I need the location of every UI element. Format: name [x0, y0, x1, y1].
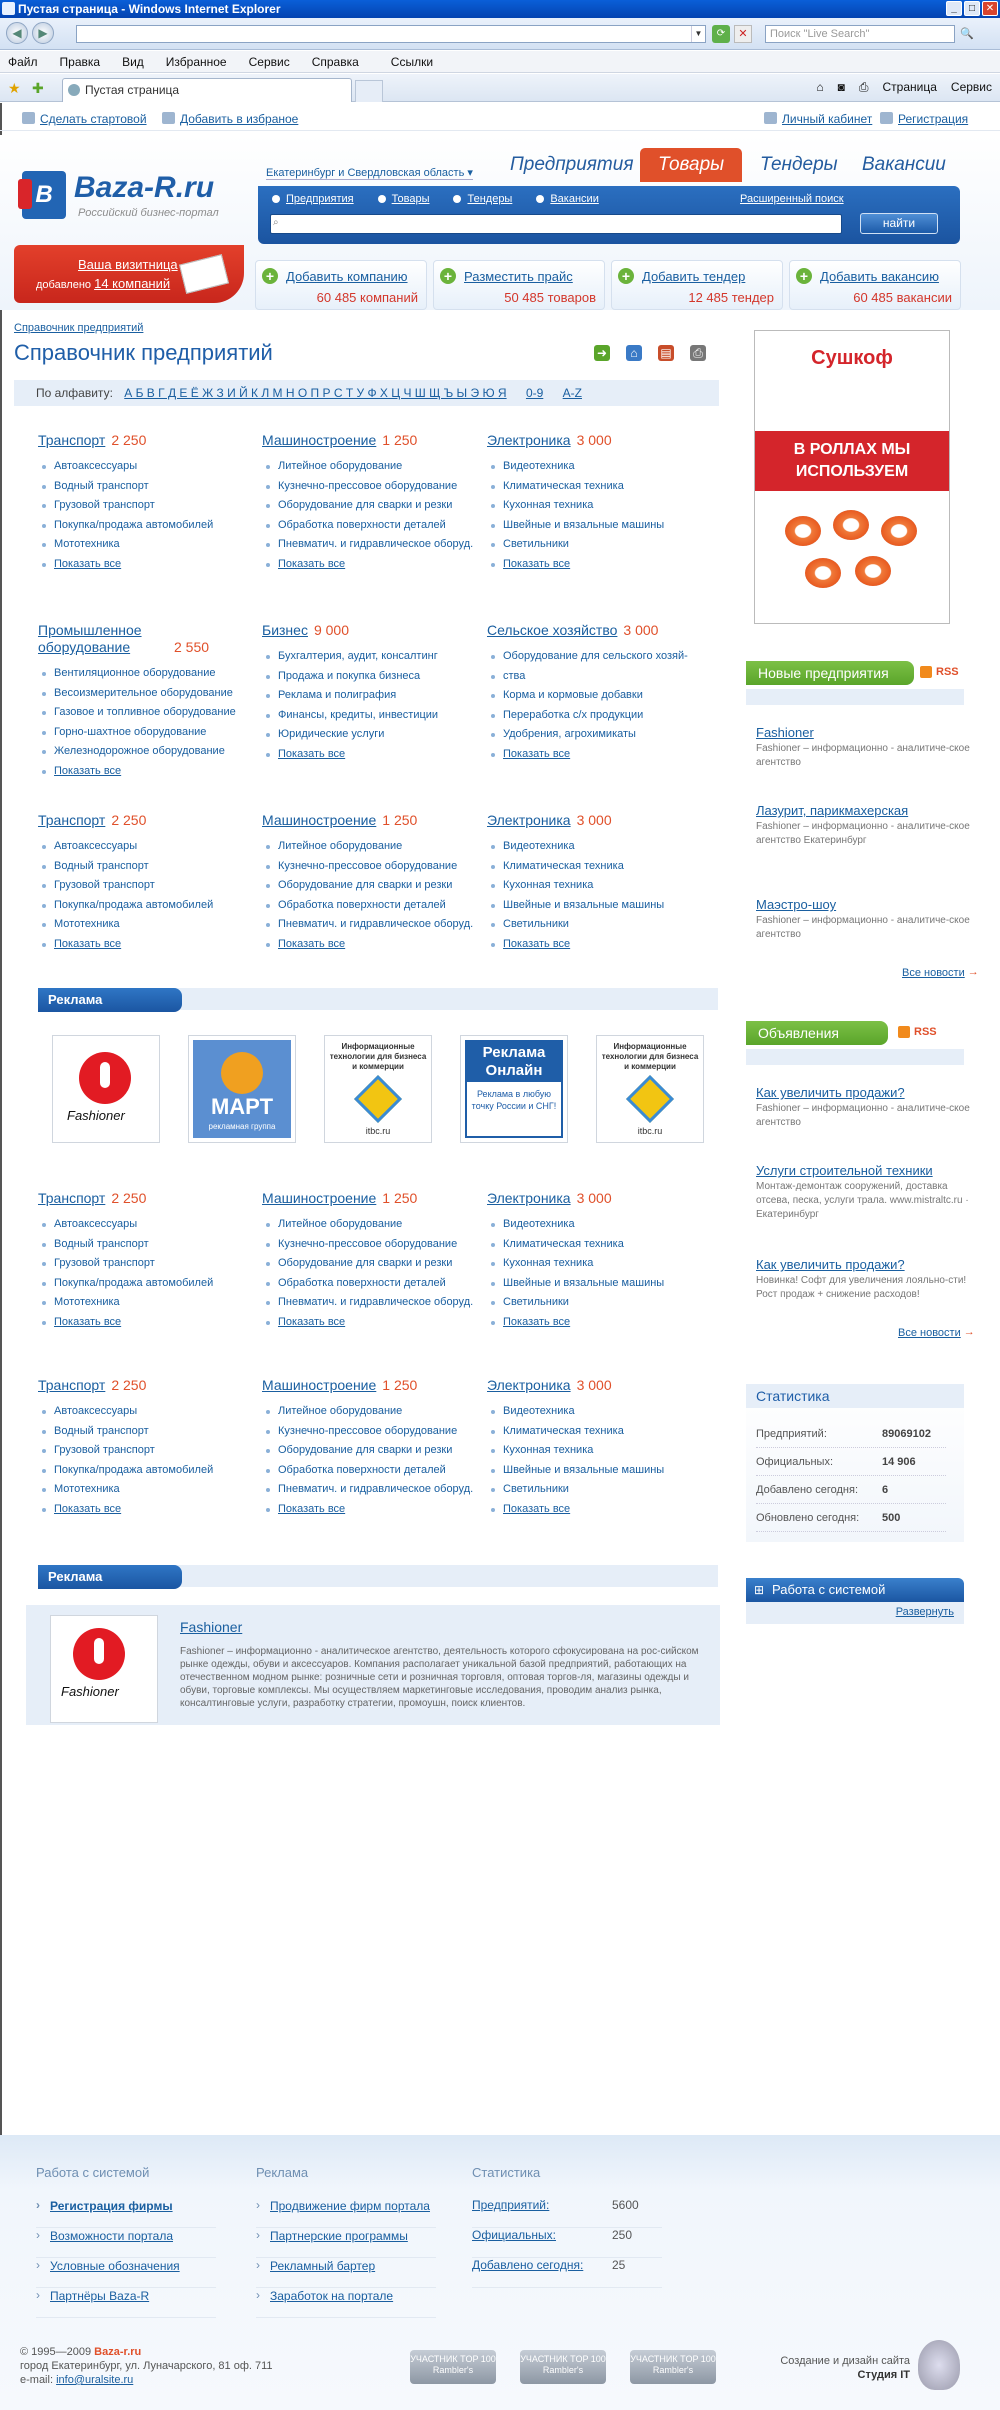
- page-title: Справочник предприятий: [14, 340, 273, 365]
- user-icon: [764, 112, 777, 124]
- category-item[interactable]: Грузовой транспорт: [38, 1441, 248, 1461]
- category-title[interactable]: Транспорт: [38, 812, 106, 828]
- category-item[interactable]: Обработка поверхности деталей: [262, 1461, 472, 1481]
- home-icon[interactable]: ⌂: [816, 80, 824, 94]
- show-all-link[interactable]: Показать все: [38, 935, 248, 955]
- copyright: © 1995—2009 Baza-r.ru город Екатеринбург, ул. Луначарского, 81 оф. 711 e-mail: info@uralsite.ru: [20, 2346, 273, 2386]
- home-icon[interactable]: ⌂: [626, 345, 642, 361]
- sun-icon: [221, 1052, 263, 1094]
- category-block: [487, 1190, 697, 1332]
- add-tender-action[interactable]: + Добавить тендер 12 485 тендер: [611, 260, 783, 310]
- rambler-badge[interactable]: УЧАСТНИК TOP 100 Rambler's: [630, 2350, 716, 2384]
- category-count: 1 250: [382, 812, 418, 828]
- email-link[interactable]: info@uralsite.ru: [56, 2374, 134, 2386]
- menu-help[interactable]: Справка: [311, 55, 359, 69]
- show-all-link[interactable]: Показать все: [487, 745, 697, 765]
- search-type-tenders[interactable]: Тендеры: [453, 193, 512, 205]
- show-all-link[interactable]: Показать все: [487, 1313, 697, 1333]
- category-title[interactable]: Машиностроение: [262, 1190, 377, 1206]
- category-item[interactable]: Пневматич. и гидравлическое оборуд.: [262, 1480, 472, 1500]
- feeds-icon[interactable]: ◙: [837, 80, 845, 94]
- rambler-badge[interactable]: УЧАСТНИК TOP 100 Rambler's: [520, 2350, 606, 2384]
- add-favorite-icon[interactable]: ✚: [32, 80, 44, 96]
- category-item[interactable]: Кухонная техника: [487, 1441, 697, 1461]
- tab-bar: [0, 74, 1000, 102]
- category-item[interactable]: Кузнечно-прессовое оборудование: [262, 1235, 472, 1255]
- category-item[interactable]: Горно-шахтное оборудование: [38, 723, 248, 743]
- logo-mark: B: [22, 171, 66, 219]
- alphabet-filter: По алфавиту: А Б В Г Д Е Ё Ж З И Й К Л М Н О П Р С Т У Ф Х Ц Ч Ш Щ Ъ Ы Э Ю Я 0-9 A-Z: [14, 380, 719, 406]
- category-item[interactable]: Водный транспорт: [38, 477, 248, 497]
- menu-edit[interactable]: Правка: [59, 55, 101, 69]
- tab-tenders[interactable]: Тендеры: [760, 154, 838, 175]
- category-title[interactable]: Электроника: [487, 1190, 571, 1206]
- category-item[interactable]: Кухонная техника: [487, 1254, 697, 1274]
- add-company-action[interactable]: + Добавить компанию 60 485 компаний: [255, 260, 427, 310]
- visit-count[interactable]: 14 компаний: [94, 276, 171, 291]
- visit-card-widget[interactable]: Ваша визитница добавлено 14 компаний: [14, 245, 244, 303]
- site-logo[interactable]: B Baza-R.ru Российский бизнес-портал: [22, 171, 222, 231]
- category-item[interactable]: Литейное оборудование: [262, 1402, 472, 1422]
- show-all-link[interactable]: Показать все: [262, 555, 472, 575]
- category-block: [262, 1377, 472, 1519]
- category-item[interactable]: Переработка с/х продукции: [487, 706, 697, 726]
- category-item[interactable]: Светильники: [487, 1480, 697, 1500]
- category-count: 3 000: [576, 432, 612, 448]
- back-button[interactable]: ◀: [6, 22, 28, 44]
- category-item[interactable]: Кузнечно-прессовое оборудование: [262, 1422, 472, 1442]
- category-item[interactable]: Мототехника: [38, 535, 248, 555]
- category-item[interactable]: Автоаксессуары: [38, 457, 248, 477]
- address-input[interactable]: [76, 25, 706, 43]
- footer-col-stats: Статистика Предприятий: 5600 Официальных: 250 Добавлено сегодня: 25: [472, 2165, 662, 2288]
- category-title[interactable]: Электроника: [487, 812, 571, 828]
- address-dropdown-icon[interactable]: ▼: [691, 26, 705, 42]
- footer-col-ads: Реклама › Продвижение фирм портала › Партнерские программы › Рекламный бартер › Заработок на портале: [256, 2165, 436, 2318]
- category-block: [38, 622, 248, 781]
- featured-ad: [26, 1605, 720, 1725]
- category-item[interactable]: Литейное оборудование: [262, 837, 472, 857]
- expand-link[interactable]: Развернуть: [895, 1606, 954, 1618]
- tab-vacancies[interactable]: Вакансии: [862, 154, 946, 175]
- category-item[interactable]: Покупка/продажа автомобилей: [38, 896, 248, 916]
- studio-it-logo-icon[interactable]: [918, 2340, 960, 2390]
- business-card-icon: [179, 254, 229, 294]
- window-title: Пустая страница - Windows Internet Explorer: [18, 2, 281, 16]
- all-news-link[interactable]: Все новости →: [898, 1327, 973, 1339]
- category-item[interactable]: ства: [487, 667, 697, 687]
- category-item[interactable]: Продажа и покупка бизнеса: [262, 667, 472, 687]
- category-item[interactable]: Пневматич. и гидравлическое оборуд.: [262, 915, 472, 935]
- announcement-item: Как увеличить продажи? Новинка! Софт для увеличения лояльно-сти! Рост продаж + снижение расходов!: [756, 1257, 967, 1300]
- category-item[interactable]: Кухонная техника: [487, 876, 697, 896]
- banner-fashioner[interactable]: Fashioner: [52, 1035, 160, 1143]
- announcement-item: Как увеличить продажи? Fashioner – информационно - аналитиче-ское агентство: [756, 1085, 970, 1128]
- category-item[interactable]: Мототехника: [38, 1293, 248, 1313]
- maximize-button[interactable]: □: [964, 1, 980, 16]
- stat-row: Официальных: 14 906: [756, 1448, 946, 1476]
- category-block: [487, 812, 697, 954]
- menu-favorites[interactable]: Избранное: [165, 55, 227, 69]
- search-icon: ⌕: [273, 217, 279, 228]
- new-enterprise-item: Маэстро-шоу Fashioner – информационно - аналитиче-ское агентство: [756, 897, 970, 940]
- category-item[interactable]: Обработка поверхности деталей: [262, 896, 472, 916]
- category-count: 2 250: [111, 812, 147, 828]
- breadcrumb[interactable]: Справочник предприятий: [14, 322, 144, 334]
- category-item[interactable]: Весоизмерительное оборудование: [38, 684, 248, 704]
- category-count: 3 000: [576, 812, 612, 828]
- plus-icon: +: [262, 268, 278, 284]
- category-item[interactable]: Газовое и топливное оборудование: [38, 703, 248, 723]
- menu-tools[interactable]: Сервис: [248, 55, 290, 69]
- category-title[interactable]: Электроника: [487, 1377, 571, 1393]
- category-item[interactable]: Швейные и вязальные машины: [487, 516, 697, 536]
- category-item[interactable]: Видеотехника: [487, 837, 697, 857]
- show-all-link[interactable]: Показать все: [38, 1500, 248, 1520]
- stat-row: Добавлено сегодня: 6: [756, 1476, 946, 1504]
- category-title[interactable]: Сельское хозяйство: [487, 622, 618, 638]
- address-toolbar: [0, 18, 1000, 50]
- category-title[interactable]: Машиностроение: [262, 1377, 377, 1393]
- bookmark-icon: [162, 112, 175, 124]
- advanced-search-link[interactable]: Расширенный поиск: [740, 193, 844, 205]
- site-search-input[interactable]: [270, 214, 842, 234]
- search-icon[interactable]: 🔍: [960, 28, 974, 40]
- category-item[interactable]: Автоаксессуары: [38, 1402, 248, 1422]
- category-block: [38, 812, 248, 954]
- category-count: 3 000: [576, 1190, 612, 1206]
- sushi-banner[interactable]: Сушкоф В РОЛЛАХ МЫ ИСПОЛЬЗУЕМ: [754, 330, 950, 624]
- search-panel: [258, 186, 960, 244]
- category-item[interactable]: Кузнечно-прессовое оборудование: [262, 477, 472, 497]
- cube-icon: [626, 1075, 674, 1123]
- category-item[interactable]: Климатическая техника: [487, 1235, 697, 1255]
- category-block: [487, 1377, 697, 1519]
- category-title[interactable]: Промышленное оборудование: [38, 622, 142, 655]
- tools-menu[interactable]: Сервис: [950, 80, 992, 94]
- category-block: [487, 622, 697, 764]
- fashioner-logo-icon: [79, 1052, 131, 1104]
- category-item[interactable]: Железнодорожное оборудование: [38, 742, 248, 762]
- category-count: 1 250: [382, 432, 418, 448]
- menu-view[interactable]: Вид: [122, 55, 144, 69]
- category-item[interactable]: Автоаксессуары: [38, 1215, 248, 1235]
- category-item[interactable]: Климатическая техника: [487, 477, 697, 497]
- category-item[interactable]: Пневматич. и гидравлическое оборуд.: [262, 1293, 472, 1313]
- category-count: 1 250: [382, 1190, 418, 1206]
- add-favorite-link[interactable]: Добавить в избраное: [162, 112, 298, 126]
- add-price-action[interactable]: + Разместить прайс 50 485 товаров: [433, 260, 605, 310]
- category-title[interactable]: Машиностроение: [262, 812, 377, 828]
- category-item[interactable]: Оборудование для сварки и резки: [262, 1441, 472, 1461]
- all-news-link[interactable]: Все новости →: [902, 967, 977, 979]
- category-item[interactable]: Бухгалтерия, аудит, консалтинг: [262, 647, 472, 667]
- category-title[interactable]: Электроника: [487, 432, 571, 448]
- fashioner-logo-icon: [73, 1628, 125, 1680]
- category-title[interactable]: Машиностроение: [262, 432, 377, 448]
- region-selector[interactable]: Екатеринбург и Свердловская область ▾: [266, 167, 473, 179]
- category-block: [262, 432, 472, 574]
- show-all-link[interactable]: Показать все: [487, 555, 697, 575]
- category-item[interactable]: Климатическая техника: [487, 857, 697, 877]
- category-item[interactable]: Грузовой транспорт: [38, 1254, 248, 1274]
- footer-col-system: Работа с системой › Регистрация фирмы › Возможности портала › Условные обозначения › Партнёры Baza-R: [36, 2165, 216, 2318]
- category-item[interactable]: Грузовой транспорт: [38, 876, 248, 896]
- banner-itbc-2[interactable]: Информационные технологии для бизнеса и коммерции itbc.ru: [596, 1035, 704, 1143]
- live-search-input[interactable]: Поиск "Live Search": [765, 25, 955, 43]
- category-count: 2 250: [111, 1190, 147, 1206]
- statistics-widget: Статистика Предприятий: 89069102 Официальных: 14 906 Добавлено сегодня: 6 Обновлено сегодня: 500: [746, 1384, 964, 1542]
- new-tab-button[interactable]: [355, 80, 383, 102]
- category-item[interactable]: Вентиляционное оборудование: [38, 664, 248, 684]
- search-type-goods[interactable]: Товары: [378, 193, 430, 205]
- new-enterprise-item: Лазурит, парикмахерская Fashioner – информационно - аналитиче-ское агентство Екатеринбург: [756, 803, 970, 846]
- rss-link[interactable]: RSS: [920, 666, 959, 678]
- new-enterprise-item: Fashioner Fashioner – информационно - аналитиче-ское агентство: [756, 725, 970, 768]
- announcements-header: Объявления RSS: [746, 1021, 964, 1045]
- stat-row: Предприятий: 89069102: [756, 1420, 946, 1448]
- category-item[interactable]: Обработка поверхности деталей: [262, 1274, 472, 1294]
- category-item[interactable]: Грузовой транспорт: [38, 496, 248, 516]
- category-count: 9 000: [313, 622, 349, 638]
- category-item[interactable]: Швейные и вязальные машины: [487, 1461, 697, 1481]
- add-vacancy-action[interactable]: + Добавить вакансию 60 485 вакансии: [789, 260, 961, 310]
- banner-mart[interactable]: МАРТ рекламная группа: [188, 1035, 296, 1143]
- footer-link[interactable]: › Регистрация фирмы: [36, 2198, 216, 2228]
- category-item[interactable]: Водный транспорт: [38, 857, 248, 877]
- show-all-link[interactable]: Показать все: [262, 745, 472, 765]
- category-item[interactable]: Светильники: [487, 915, 697, 935]
- print-icon[interactable]: ⎙: [858, 80, 869, 94]
- featured-ad-title[interactable]: Fashioner: [180, 1619, 243, 1635]
- new-enterprises-header: Новые предприятия RSS: [746, 661, 964, 685]
- footer-stat-row: Официальных: 250: [472, 2228, 662, 2258]
- window-title-bar: [0, 0, 1000, 18]
- category-block: [262, 812, 472, 954]
- make-homepage-link[interactable]: Сделать стартовой: [22, 112, 147, 126]
- alpha-latin[interactable]: A-Z: [562, 386, 582, 400]
- footer-stat-row: Добавлено сегодня: 25: [472, 2258, 662, 2288]
- category-item[interactable]: Автоаксессуары: [38, 837, 248, 857]
- stop-button[interactable]: ✕: [734, 25, 752, 43]
- category-item[interactable]: Корма и кормовые добавки: [487, 686, 697, 706]
- alphabet-letters[interactable]: А Б В Г Д Е Ё Ж З И Й К Л М Н О П Р С Т У Ф Х Ц Ч Ш Щ Ъ Ы Э Ю Я: [124, 386, 507, 400]
- category-block: [262, 622, 472, 764]
- category-count: 2 250: [111, 1377, 147, 1393]
- show-all-link[interactable]: Показать все: [262, 935, 472, 955]
- menu-bar: [0, 51, 1000, 73]
- close-button[interactable]: ✕: [982, 1, 998, 16]
- minimize-button[interactable]: _: [946, 1, 962, 16]
- quick-actions: [255, 260, 965, 310]
- search-type-vacancies[interactable]: Вакансии: [536, 193, 599, 205]
- category-item[interactable]: Светильники: [487, 535, 697, 555]
- system-widget: [746, 1578, 964, 1624]
- category-title[interactable]: Транспорт: [38, 1377, 106, 1393]
- plus-icon: +: [796, 268, 812, 284]
- forward-button[interactable]: ▶: [32, 22, 54, 44]
- category-item[interactable]: Покупка/продажа автомобилей: [38, 516, 248, 536]
- cabinet-link[interactable]: Личный кабинет: [764, 112, 872, 126]
- print-icon[interactable]: ⎙: [690, 345, 706, 361]
- page-menu[interactable]: Страница: [882, 80, 937, 94]
- footer-link[interactable]: › Партнёры Baza-R: [36, 2288, 216, 2318]
- category-item[interactable]: Оборудование для сварки и резки: [262, 1254, 472, 1274]
- tab-enterprises[interactable]: Предприятия: [510, 154, 634, 175]
- banner-itbc-1[interactable]: Информационные технологии для бизнеса и коммерции itbc.ru: [324, 1035, 432, 1143]
- category-block: [38, 432, 248, 574]
- featured-ad-logo[interactable]: Fashioner: [50, 1615, 158, 1723]
- tab-blank-page[interactable]: Пустая страница: [62, 78, 352, 102]
- category-count: 1 250: [382, 1377, 418, 1393]
- show-all-link[interactable]: Показать все: [487, 935, 697, 955]
- cube-icon: [354, 1075, 402, 1123]
- top-links: [0, 105, 1000, 131]
- announcement-item: Услуги строительной техники Монтаж-демонтаж сооружений, доставка отсева, песка, услуги трала. www.mistraltc.ru · Екатеринбург: [756, 1163, 969, 1220]
- category-item[interactable]: Юридические услуги: [262, 725, 472, 745]
- alpha-digits[interactable]: 0-9: [525, 386, 544, 400]
- category-item[interactable]: Светильники: [487, 1293, 697, 1313]
- footer-link[interactable]: › Условные обозначения: [36, 2258, 216, 2288]
- rambler-badge[interactable]: УЧАСТНИК TOP 100 Rambler's: [410, 2350, 496, 2384]
- category-item[interactable]: Климатическая техника: [487, 1422, 697, 1442]
- visit-title[interactable]: Ваша визитница: [78, 257, 178, 272]
- show-all-link[interactable]: Показать все: [487, 1500, 697, 1520]
- search-button[interactable]: найти: [860, 213, 938, 234]
- home-icon: [22, 112, 35, 124]
- menu-links[interactable]: Ссылки: [390, 55, 434, 69]
- category-item[interactable]: Швейные и вязальные машины: [487, 896, 697, 916]
- footer-link[interactable]: › Партнерские программы: [256, 2228, 436, 2258]
- refresh-button[interactable]: ⟳: [712, 25, 730, 43]
- search-type-enterprises[interactable]: Предприятия: [272, 193, 354, 205]
- tab-goods[interactable]: Товары: [640, 148, 742, 182]
- plus-icon: +: [618, 268, 634, 284]
- sushi-rolls-image: [775, 506, 931, 606]
- category-item[interactable]: Оборудование для сельского хозяй-: [487, 647, 697, 667]
- category-item[interactable]: Водный транспорт: [38, 1422, 248, 1442]
- bookmark-icon[interactable]: ▤: [658, 345, 674, 361]
- category-count: 3 000: [623, 622, 659, 638]
- plus-icon: +: [440, 268, 456, 284]
- category-item[interactable]: Мототехника: [38, 1480, 248, 1500]
- system-widget-header[interactable]: ⊞ Работа с системой: [746, 1578, 964, 1602]
- category-item[interactable]: Реклама и полиграфия: [262, 686, 472, 706]
- category-item[interactable]: Кухонная техника: [487, 496, 697, 516]
- footer-link[interactable]: › Заработок на портале: [256, 2288, 436, 2318]
- banner-reklama-online[interactable]: Реклама Онлайн Реклама в любую точку России и СНГ!: [460, 1035, 568, 1143]
- category-title[interactable]: Бизнес: [262, 622, 308, 638]
- category-item[interactable]: Покупка/продажа автомобилей: [38, 1461, 248, 1481]
- category-item[interactable]: Видеотехника: [487, 457, 697, 477]
- show-all-link[interactable]: Показать все: [38, 762, 248, 782]
- show-all-link[interactable]: Показать все: [262, 1500, 472, 1520]
- category-item[interactable]: Финансы, кредиты, инвестиции: [262, 706, 472, 726]
- category-item[interactable]: Кузнечно-прессовое оборудование: [262, 857, 472, 877]
- category-block: [38, 1377, 248, 1519]
- category-item[interactable]: Удобрения, агрохимикаты: [487, 725, 697, 745]
- category-item[interactable]: Литейное оборудование: [262, 1215, 472, 1235]
- ads-header-2: Реклама: [38, 1565, 718, 1587]
- category-item[interactable]: Обработка поверхности деталей: [262, 516, 472, 536]
- show-all-link[interactable]: Показать все: [38, 555, 248, 575]
- category-item[interactable]: Водный транспорт: [38, 1235, 248, 1255]
- category-item[interactable]: Литейное оборудование: [262, 457, 472, 477]
- category-item[interactable]: Швейные и вязальные машины: [487, 1274, 697, 1294]
- category-item[interactable]: Мототехника: [38, 915, 248, 935]
- footer-link[interactable]: › Возможности портала: [36, 2228, 216, 2258]
- ads-header: Реклама: [38, 988, 718, 1010]
- category-count: 2 250: [111, 432, 147, 448]
- category-block: [487, 432, 697, 574]
- category-item[interactable]: Пневматич. и гидравлическое оборуд.: [262, 535, 472, 555]
- featured-ad-text: Fashioner – информационно - аналитическое агентство, деятельность которого сфокусирована на рос-сийском рынке одежды, обуви и аксессуаров. Компания располагает уникальной базой предприятий, работающих на отечественном модном рынке: розничные сети и розничная торговля, оптовая торгов-ля, магазины одежды и обуви, торговые комплексы. Мы осуществляем маркетинговые исследования, проводим анализ рынка, консалтинговые услуги, разработку стратегии, промоушн, поиск клиентов.: [180, 1646, 699, 1709]
- category-count: 2 550: [174, 639, 210, 655]
- category-title[interactable]: Транспорт: [38, 1190, 106, 1206]
- category-count: 3 000: [576, 1377, 612, 1393]
- footer-stat-row: Предприятий: 5600: [472, 2198, 662, 2228]
- category-item[interactable]: Покупка/продажа автомобилей: [38, 1274, 248, 1294]
- show-all-link[interactable]: Показать все: [38, 1313, 248, 1333]
- category-item[interactable]: Видеотехника: [487, 1402, 697, 1422]
- tab-page-icon: [68, 84, 80, 96]
- category-block: [38, 1190, 248, 1332]
- register-icon: [880, 112, 893, 124]
- stat-row: Обновлено сегодня: 500: [756, 1504, 946, 1532]
- favorites-star-icon[interactable]: ★: [8, 80, 21, 96]
- footer-link[interactable]: › Продвижение фирм портала: [256, 2198, 436, 2228]
- category-item[interactable]: Оборудование для сварки и резки: [262, 496, 472, 516]
- category-title[interactable]: Транспорт: [38, 432, 106, 448]
- show-all-link[interactable]: Показать все: [262, 1313, 472, 1333]
- studio-credit: Создание и дизайн сайта Студия IT: [780, 2355, 910, 2381]
- rss-link[interactable]: RSS: [898, 1026, 937, 1038]
- ie-page-icon: [2, 2, 15, 15]
- category-item[interactable]: Оборудование для сварки и резки: [262, 876, 472, 896]
- category-item[interactable]: Видеотехника: [487, 1215, 697, 1235]
- menu-file[interactable]: Файл: [8, 55, 38, 69]
- footer-link[interactable]: › Рекламный бартер: [256, 2258, 436, 2288]
- register-link[interactable]: Регистрация: [880, 112, 968, 126]
- category-block: [262, 1190, 472, 1332]
- go-icon[interactable]: ➜: [594, 345, 610, 361]
- page-tools: [594, 345, 706, 361]
